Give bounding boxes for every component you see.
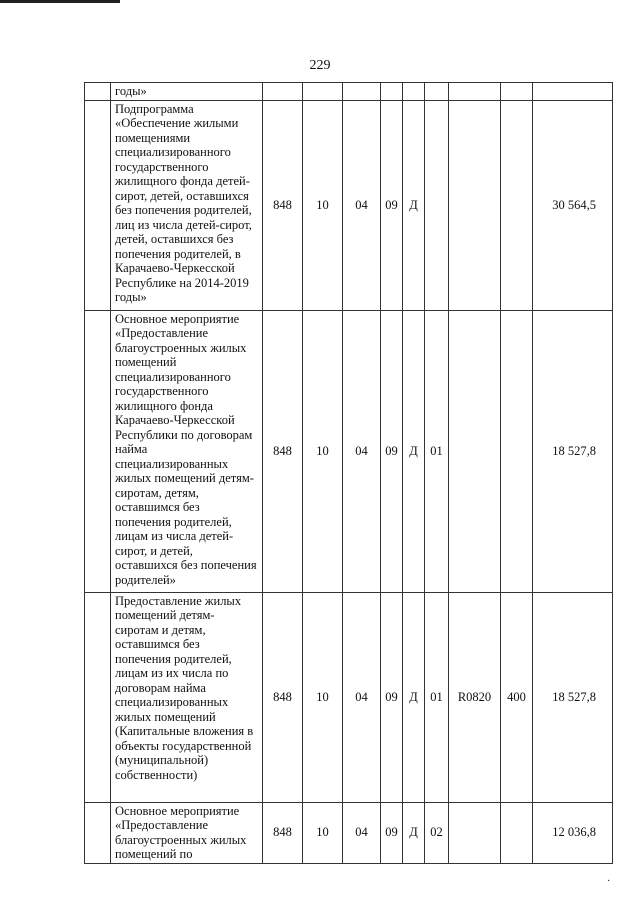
program-cell: 09 (381, 802, 403, 863)
table-row (85, 100, 613, 310)
subsection-cell: 04 (343, 802, 381, 863)
table-row (85, 592, 613, 802)
name-cell: годы» (111, 83, 263, 101)
amount-cell (533, 83, 613, 101)
program-cell: 09 (381, 592, 403, 802)
name-cell: Основное мероприятие «Предоставление благоустроенных жилых помещений по (111, 802, 263, 863)
section-cell: 10 (303, 592, 343, 802)
ministry-cell: 848 (263, 100, 303, 310)
name-cell: Основное мероприятие «Предоставление благоустроенных жилых помещений специализированного государственного жилищного фонда Карачаево-Черкесской Республики по договорам найма специализированных жилых помещений детям-сиротам, детям, оставшимся без попечения родителей, лицам из числа детей-сирот, и детей, оставшихся без попечения родителей» (111, 310, 263, 592)
amount-cell: 12 036,8 (533, 802, 613, 863)
budget-table (84, 82, 613, 864)
section-cell: 10 (303, 310, 343, 592)
section-cell: 10 (303, 100, 343, 310)
amount-cell: 18 527,8 (533, 592, 613, 802)
event-cell (425, 83, 449, 101)
letter-cell: Д (403, 100, 425, 310)
letter-cell: Д (403, 592, 425, 802)
subsection-cell: 04 (343, 592, 381, 802)
program-cell: 09 (381, 100, 403, 310)
top-rule (0, 0, 120, 3)
event-cell: 01 (425, 310, 449, 592)
number-cell (85, 310, 111, 592)
scan-speck: · (607, 876, 611, 887)
number-cell (85, 83, 111, 101)
target-cell (449, 83, 501, 101)
letter-cell: Д (403, 310, 425, 592)
expense-type-cell (501, 802, 533, 863)
event-cell: 01 (425, 592, 449, 802)
program-cell: 09 (381, 310, 403, 592)
letter-cell (403, 83, 425, 101)
target-cell (449, 100, 501, 310)
page-number: 229 (309, 58, 331, 73)
number-cell (85, 100, 111, 310)
number-cell (85, 592, 111, 802)
ministry-cell: 848 (263, 592, 303, 802)
program-cell (381, 83, 403, 101)
name-cell: Подпрограмма «Обеспечение жилыми помещениями специализированного государственного жилищного фонда детей-сирот, детей, оставшихся без попечения родителей, лиц из числа детей-сирот, детей, оставшихся без попечения родителей, в Карачаево-Черкесской Республике на 2014-2019 годы» (111, 100, 263, 310)
expense-type-cell (501, 310, 533, 592)
target-cell: R0820 (449, 592, 501, 802)
amount-cell: 30 564,5 (533, 100, 613, 310)
expense-type-cell (501, 83, 533, 101)
target-cell (449, 802, 501, 863)
subsection-cell: 04 (343, 100, 381, 310)
event-cell (425, 100, 449, 310)
section-cell (303, 83, 343, 101)
table-row (85, 802, 613, 863)
subsection-cell: 04 (343, 310, 381, 592)
ministry-cell (263, 83, 303, 101)
amount-cell: 18 527,8 (533, 310, 613, 592)
ministry-cell: 848 (263, 310, 303, 592)
number-cell (85, 802, 111, 863)
ministry-cell: 848 (263, 802, 303, 863)
target-cell (449, 310, 501, 592)
event-cell: 02 (425, 802, 449, 863)
subsection-cell (343, 83, 381, 101)
expense-type-cell: 400 (501, 592, 533, 802)
section-cell: 10 (303, 802, 343, 863)
table-row (85, 83, 613, 101)
letter-cell: Д (403, 802, 425, 863)
table-row (85, 310, 613, 592)
expense-type-cell (501, 100, 533, 310)
name-cell: Предоставление жилых помещений детям-сиротам и детям, оставшимся без попечения родителей, лицам из их числа по договорам найма специализированных жилых помещений (Капитальные вложения в объекты государственной (муниципальной) собственности) (111, 592, 263, 802)
